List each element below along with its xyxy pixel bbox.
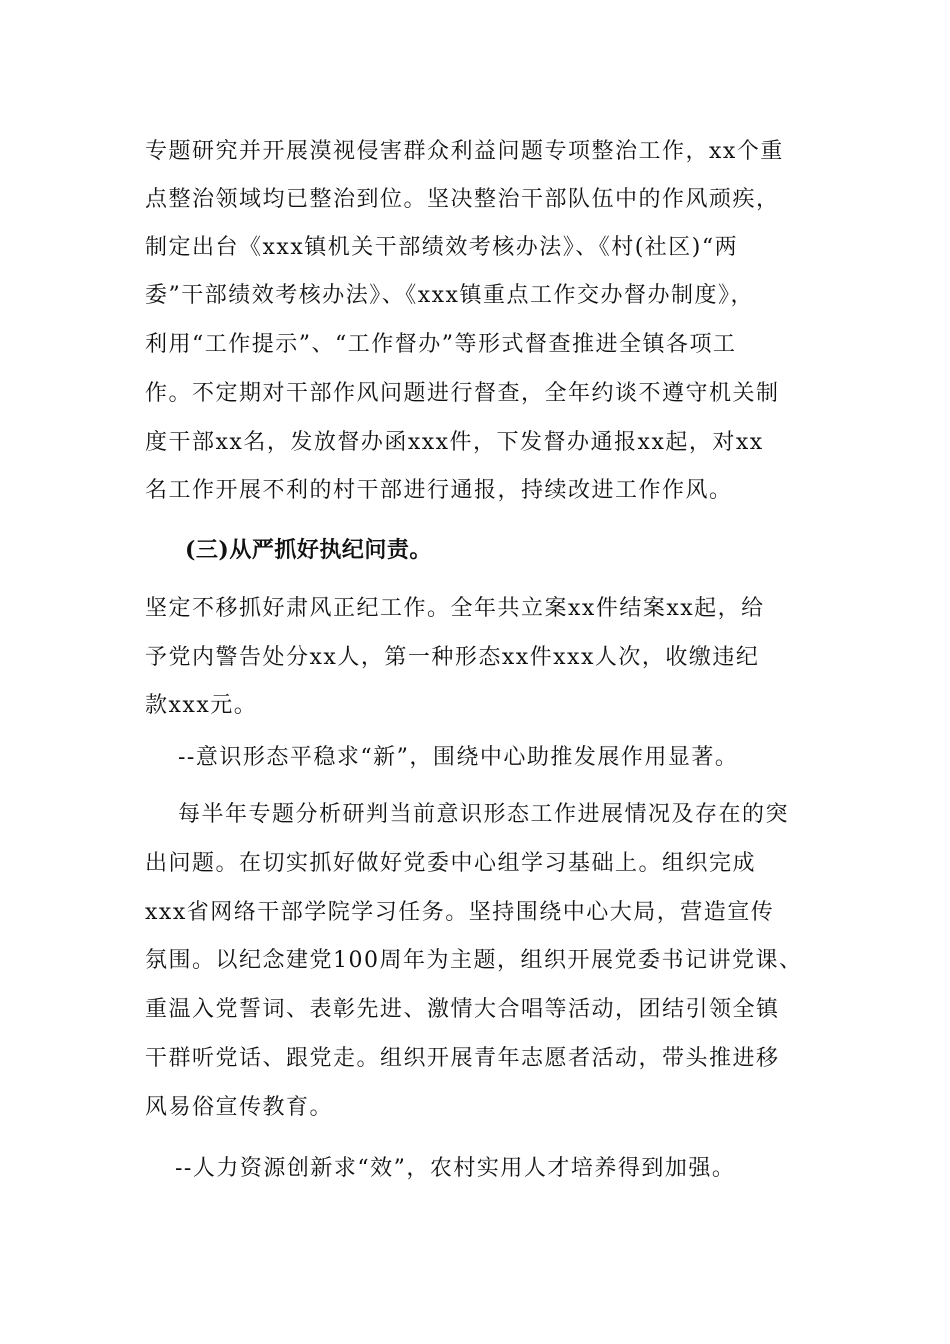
body-text-line: 利用“工作提示”、“工作督办”等形式督查推进全镇各项工 (145, 332, 737, 357)
body-text-line: 予党内警告处分xx人，第一种形态xx件xxx人次，收缴违纪 (145, 645, 760, 670)
body-text-line: 风易俗宣传教育。 (145, 1095, 334, 1120)
body-text-line: 委”干部绩效考核办法》、《xxx镇重点工作交办督办制度》， (145, 283, 754, 308)
body-text-line: 名工作开展不利的村干部进行通报，持续改进工作作风。 (145, 478, 733, 503)
body-text-line: 坚定不移抓好肃风正纪工作。全年共立案xx件结案xx起，给 (145, 596, 765, 621)
body-text-line: 每半年专题分析研判当前意识形态工作进展情况及存在的突 (178, 802, 790, 827)
body-text-line: 氛围。以纪念建党100周年为主题，组织开展党委书记讲党课、 (145, 948, 803, 973)
body-text-line: xxx省网络干部学院学习任务。坚持围绕中心大局，营造宣传 (145, 900, 775, 925)
subheading-talent: --人力资源创新求“效”，农村实用人才培养得到加强。 (175, 1156, 736, 1181)
body-text-line: 重温入党誓词、表彰先进、激情大合唱等活动，团结引领全镇 (145, 997, 780, 1022)
body-text-line: 点整治领域均已整治到位。坚决整治干部队伍中的作风顽疾， (145, 187, 780, 212)
body-text-line: 度干部xx名，发放督办函xxx件，下发督办通报xx起，对xx (145, 430, 764, 455)
subheading-ideology: --意识形态平稳求“新”，围绕中心助推发展作用显著。 (178, 745, 739, 770)
body-text-line: 出问题。在切实抓好做好党委中心组学习基础上。组织完成 (145, 851, 757, 876)
body-text-line: 干群听党话、跟党走。组织开展青年志愿者活动，带头推进移 (145, 1046, 780, 1071)
body-text-line: 款xxx元。 (145, 693, 258, 718)
body-text-line: 作。不定期对干部作风问题进行督查，全年约谈不遵守机关制 (145, 381, 780, 406)
body-text-line: 专题研究并开展漠视侵害群众利益问题专项整治工作，xx个重 (145, 139, 784, 164)
section-heading: (三)从严抓好执纪问责。 (185, 537, 432, 563)
body-text-line: 制定出台《xxx镇机关干部绩效考核办法》、《村(社区)“两 (145, 235, 739, 260)
